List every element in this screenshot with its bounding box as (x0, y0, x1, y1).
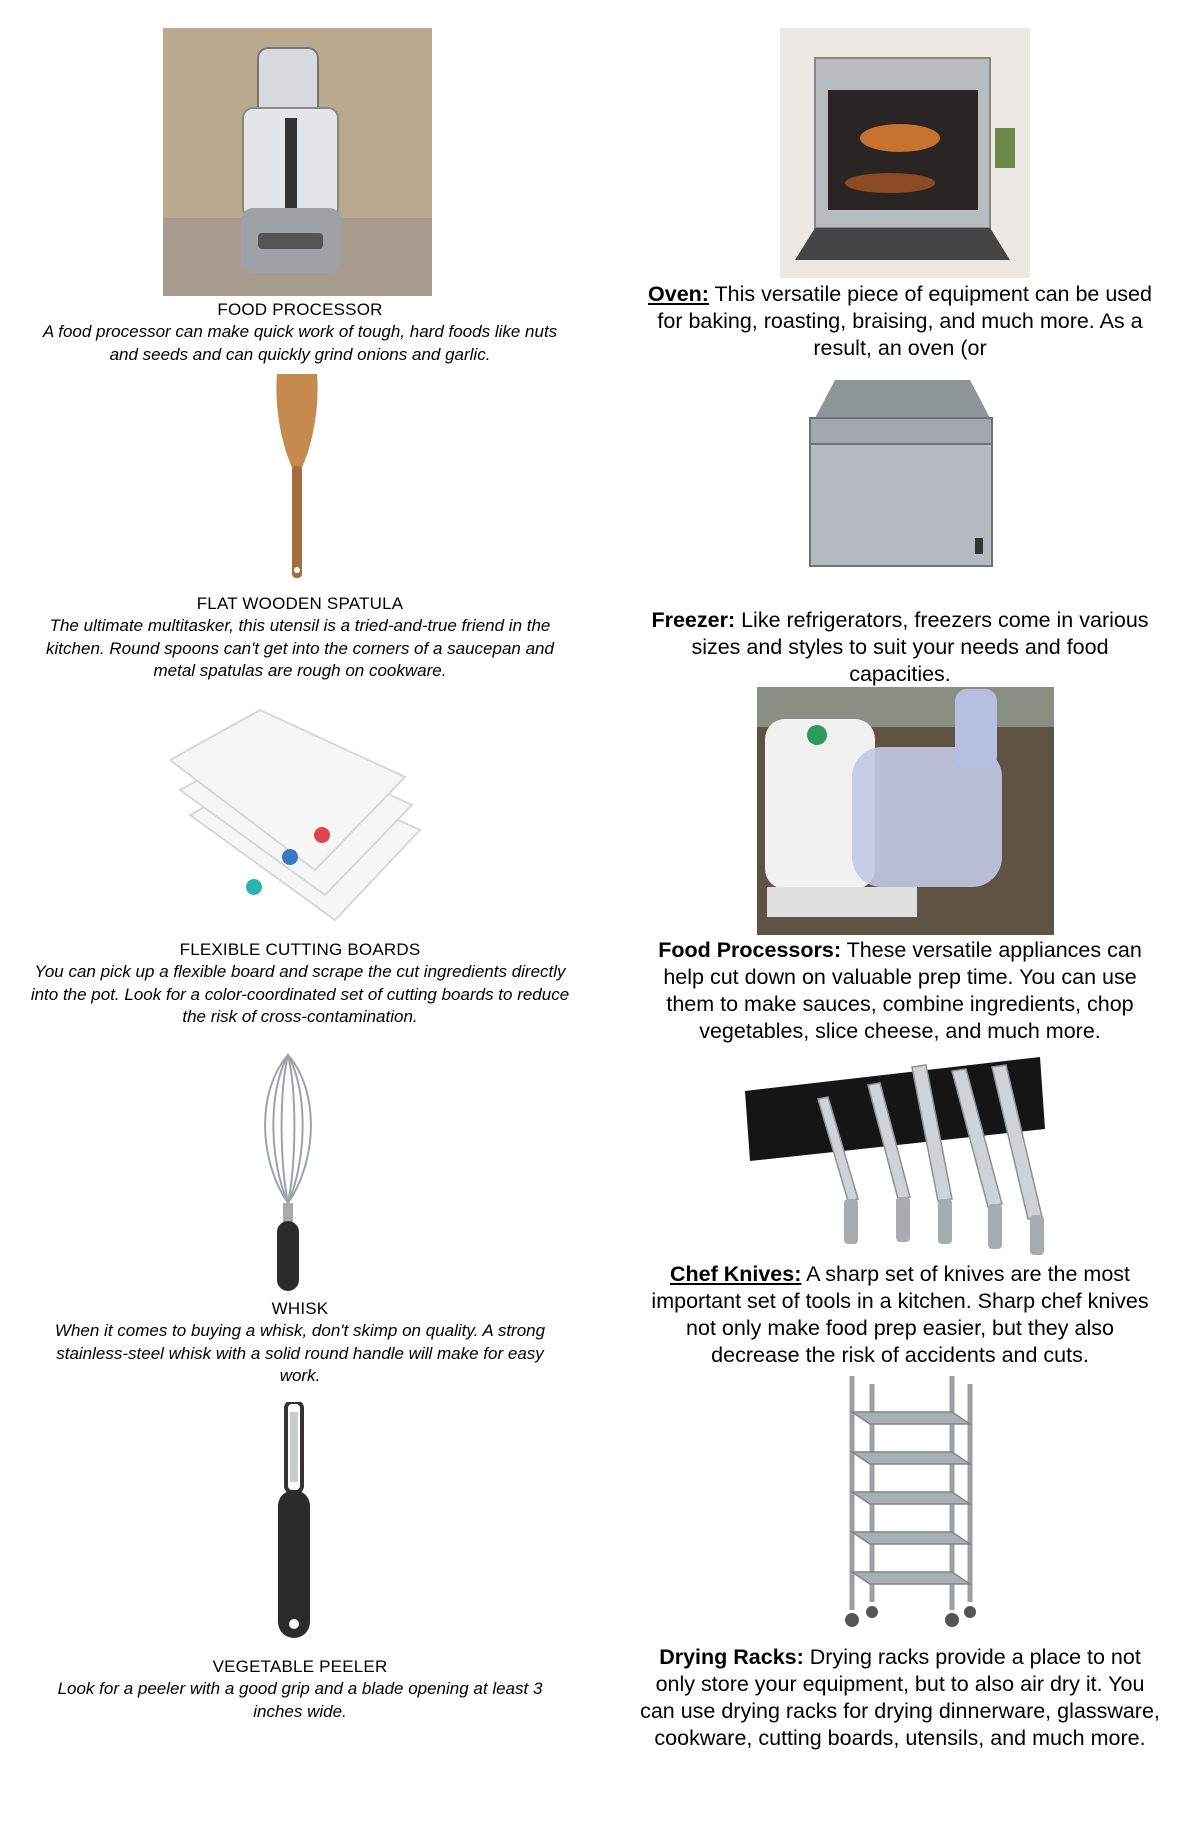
oven-label: Oven: (648, 282, 709, 306)
cutting-boards-title: FLEXIBLE CUTTING BOARDS (179, 940, 421, 959)
chef-knives-image (740, 1049, 1065, 1259)
drying-racks-label: Drying Racks: (659, 1645, 804, 1669)
spatula-desc: The ultimate multitasker, this utensil is a tried-and-true friend in the kitchen. Round spoons can't get into the corners of a saucepan and metal spatulas are rough on cookware. (46, 616, 554, 680)
cutting-boards-desc: You can pick up a flexible board and scrape the cut ingredients directly into the pot. Look for a color-coordinated set of cutting boards to reduce the risk of cross-contamination. (30, 962, 570, 1026)
oven-desc: Oven: This versatile piece of equipment can be used for baking, roasting, braising, and much more. As a result, an oven (or (648, 282, 1152, 360)
food-processor-image (163, 28, 432, 296)
freezer-image (805, 378, 997, 568)
drying-racks-desc: Drying Racks: Drying racks provide a place to not only store your equipment, but to also air dry it. You can use drying racks for drying dinnerware, glassware, cookware, cutting boards, utensils, and much more. (640, 1645, 1160, 1750)
food-processors-image (757, 687, 1054, 935)
freezer-desc: Freezer: Like refrigerators, freezers come in various sizes and styles to suit your needs and food capacities. (651, 608, 1149, 686)
wooden-spatula-image (272, 372, 322, 584)
whisk-image (255, 1053, 321, 1295)
chef-knives-label: Chef Knives: (669, 1262, 802, 1286)
cutting-boards-image (170, 705, 425, 927)
vegetable-peeler-image (272, 1402, 316, 1642)
whisk-title: WHISK (271, 1299, 329, 1318)
spatula-title: FLAT WOODEN SPATULA (196, 594, 404, 613)
freezer-label: Freezer: (651, 608, 736, 632)
oven-image (780, 28, 1030, 278)
food-processors-label: Food Processors: (658, 938, 841, 962)
chef-knives-desc: Chef Knives: A sharp set of knives are the most important set of tools in a kitchen. Sharp chef knives not only make food prep easier, but they also decrease the risk of accidents and cuts. (651, 1262, 1149, 1367)
whisk-desc: When it comes to buying a whisk, don't skimp on quality. A strong stainless-steel whisk with a solid round handle will make for easy work. (54, 1321, 546, 1385)
drying-racks-image (832, 1372, 977, 1632)
food-processor-title: FOOD PROCESSOR (217, 300, 383, 319)
food-processor-desc: A food processor can make quick work of tough, hard foods like nuts and seeds and can quickly grind onions and garlic. (42, 322, 558, 364)
peeler-title: VEGETABLE PEELER (212, 1657, 388, 1676)
food-processors-desc: Food Processors: These versatile appliances can help cut down on valuable prep time. You can use them to make sauces, combine ingredients, chop vegetables, slice cheese, and much more. (658, 938, 1142, 1043)
peeler-desc: Look for a peeler with a good grip and a blade opening at least 3 inches wide. (57, 1679, 543, 1721)
